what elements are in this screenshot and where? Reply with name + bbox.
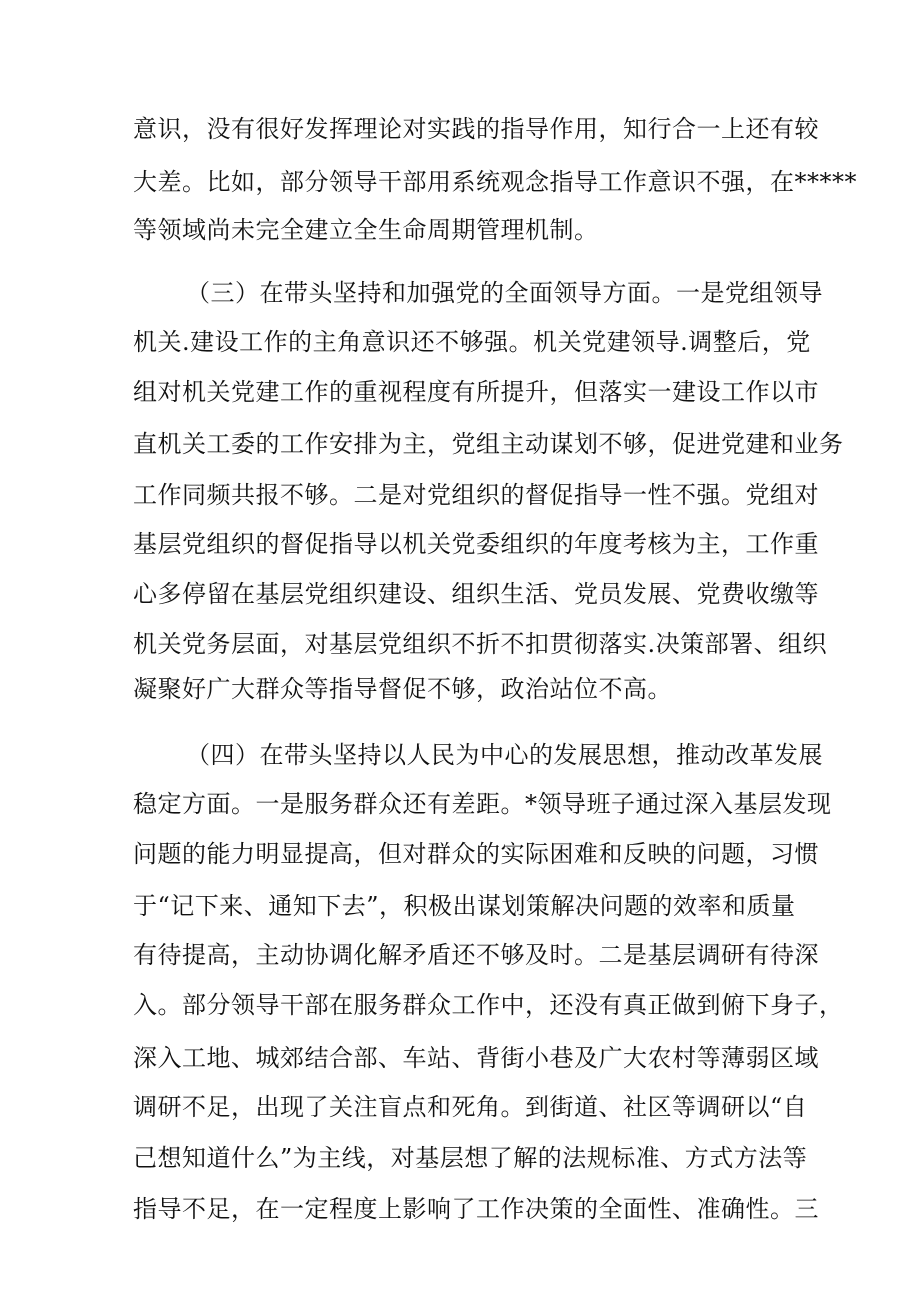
paragraph-3-line-3: 问题的能力明显提高，但对群众的实际困难和反映的问题，习惯 [133, 840, 819, 868]
paragraph-2-line-6: 基层党组织的督促指导以机关党委组织的年度考核为主，工作重 [133, 530, 819, 558]
paragraph-3-line-2: 稳定方面。一是服务群众还有差距。*领导班子通过深入基层发现 [133, 790, 832, 818]
paragraph-3-line-5: 有待提高，主动协调化解矛盾还不够及时。二是基层调研有待深 [133, 941, 819, 969]
paragraph-3-line-1: （四）在带头坚持以人民为中心的发展思想，推动改革发展 [186, 741, 823, 769]
paragraph-3-line-4: 于“记下来、通知下去”，积极出谋划策解决问题的效率和质量 [133, 892, 796, 920]
paragraph-3-line-10: 指导不足，在一定程度上影响了工作决策的全面性、准确性。三 [133, 1195, 819, 1223]
paragraph-1-line-3: 等领域尚未完全建立全生命周期管理机制。 [133, 216, 599, 244]
paragraph-2-line-5: 工作同频共报不够。二是对党组织的督促指导一性不强。党组对 [133, 481, 819, 509]
paragraph-2-line-1: （三）在带头坚持和加强党的全面领导方面。一是党组领导 [186, 279, 823, 307]
paragraph-3-line-6: 入。部分领导干部在服务群众工作中，还没有真正做到俯下身子， [133, 991, 844, 1019]
paragraph-3-line-8: 调研不足，出现了关注盲点和死角。到街道、社区等调研以“自 [133, 1093, 808, 1121]
paragraph-3-line-7: 深入工地、城郊结合部、车站、背街小巷及广大农村等薄弱区域 [133, 1044, 819, 1072]
paragraph-2-line-2: 机关.建设工作的主角意识还不够强。机关党建领导.调整后，党 [133, 328, 811, 356]
paragraph-3-line-9: 己想知道什么”为主线，对基层想了解的法规标准、方式方法等 [133, 1144, 808, 1172]
paragraph-1-line-2: 大差。比如，部分领导干部用系统观念指导工作意识不强，在***** [133, 168, 857, 196]
paragraph-2-line-9: 凝聚好广大群众等指导督促不够，政治站位不高。 [133, 675, 672, 703]
paragraph-2-line-7: 心多停留在基层党组织建设、组织生活、党员发展、党费收缴等 [133, 580, 819, 608]
paragraph-1-line-1: 意识，没有很好发挥理论对实践的指导作用，知行合一上还有较 [133, 115, 819, 143]
paragraph-2-line-8: 机关党务层面，对基层党组织不折不扣贯彻落实.决策部署、组织 [133, 630, 828, 658]
paragraph-2-line-4: 直机关工委的工作安排为主，党组主动谋划不够，促进党建和业务 [133, 430, 844, 458]
paragraph-2-line-3: 组对机关党建工作的重视程度有所提升，但落实一建设工作以市 [133, 378, 819, 406]
